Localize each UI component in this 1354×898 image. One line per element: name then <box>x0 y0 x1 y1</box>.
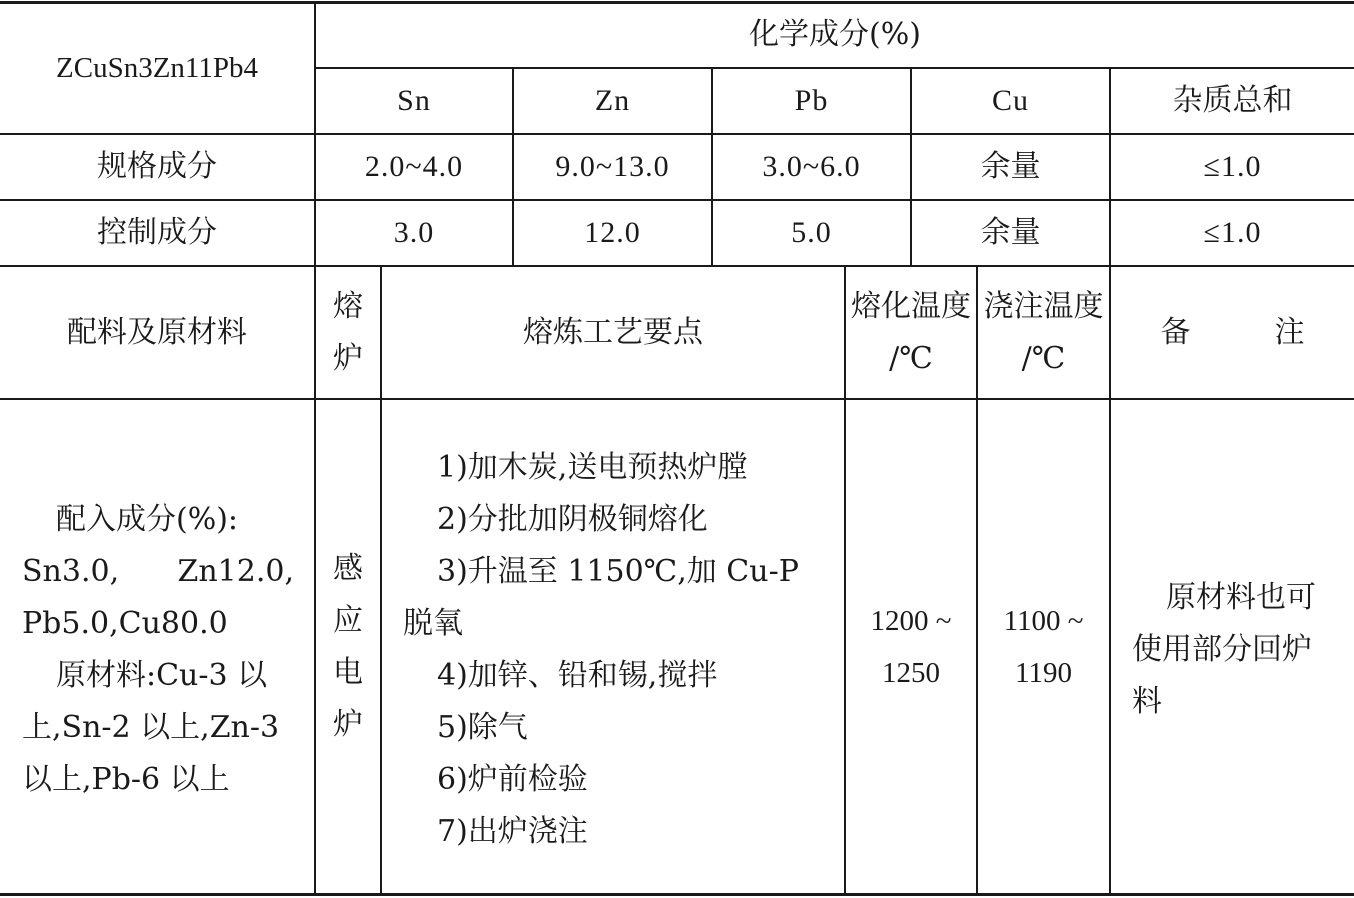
furnace-cell <box>316 400 380 893</box>
control-impurity-value: ≤1.0 <box>1203 216 1262 249</box>
materials-line: 配入成分(%): <box>56 502 239 537</box>
process-step: 5)除气 <box>437 710 528 745</box>
impurity-total-header: 杂质总和 <box>1172 83 1293 118</box>
control-zn-value: 12.0 <box>584 216 641 249</box>
materials-sn: Sn3.0, <box>22 554 120 589</box>
remark-cell <box>1132 572 1344 728</box>
melt-temp-header-title: 熔化温度 <box>851 288 971 324</box>
control-cu-value: 余量 <box>980 215 1041 250</box>
remark-header-char-2: 注 <box>1274 314 1305 350</box>
materials-line: Pb5.0,Cu80.0 <box>22 606 228 641</box>
remark-header <box>1111 267 1354 398</box>
element-pb-header: Pb <box>794 84 829 117</box>
furnace-char: 炉 <box>333 706 363 742</box>
control-pb-value: 5.0 <box>791 216 832 249</box>
materials-line: 以上,Pb-6 以上 <box>22 762 230 797</box>
spec-zn-value: 9.0~13.0 <box>555 150 670 183</box>
spec-sn-value: 2.0~4.0 <box>364 150 464 183</box>
rule-process-header <box>0 398 1354 400</box>
materials-cell <box>22 494 294 806</box>
materials-line <box>22 546 294 598</box>
process-header: 熔炼工艺要点 <box>523 314 703 350</box>
spec-impurity-value: ≤1.0 <box>1203 150 1262 183</box>
pour-temp-cell <box>978 400 1109 893</box>
chem-composition-header: 化学成分(%) <box>749 17 921 52</box>
control-row-label: 控制成分 <box>97 215 217 250</box>
pour-temp-high: 1190 <box>1015 656 1072 689</box>
remark-line: 使用部分回炉 <box>1132 632 1312 667</box>
remark-line: 原材料也可 <box>1166 580 1316 615</box>
pour-temp-low: 1100 ~ <box>1003 604 1084 637</box>
melt-temp-cell <box>846 400 976 893</box>
remark-line: 料 <box>1132 684 1162 719</box>
control-sn-value: 3.0 <box>393 216 435 249</box>
remark-header-char-1: 备 <box>1160 314 1191 350</box>
materials-header: 配料及原材料 <box>67 314 247 350</box>
furnace-char: 应 <box>333 602 363 638</box>
process-step: 6)炉前检验 <box>437 762 588 797</box>
melt-temp-header <box>846 267 976 398</box>
pour-temp-header-unit: /℃ <box>1021 340 1066 376</box>
melt-temp-low: 1200 ~ <box>870 604 952 637</box>
process-step: 2)分批加阴极铜熔化 <box>437 502 708 537</box>
pour-temp-header-title: 浇注温度 <box>983 288 1104 324</box>
melt-temp-header-unit: /℃ <box>889 340 933 376</box>
furnace-char: 电 <box>333 654 363 690</box>
element-zn-header: Zn <box>594 84 631 117</box>
process-step: 7)出炉浇注 <box>437 814 588 849</box>
process-step-continued: 脱氧 <box>403 606 463 641</box>
materials-line: 原材料:Cu-3 以 <box>56 658 268 693</box>
materials-zn: Zn12.0, <box>177 554 294 589</box>
spec-cu-value: 余量 <box>980 149 1041 184</box>
pour-temp-header <box>978 267 1109 398</box>
spec-pb-value: 3.0~6.0 <box>762 150 861 183</box>
process-step: 1)加木炭,送电预热炉膛 <box>437 450 748 485</box>
furnace-header-char-2: 炉 <box>333 340 363 376</box>
process-steps <box>403 442 833 858</box>
melt-temp-high: 1250 <box>882 656 940 689</box>
element-sn-header: Sn <box>397 84 431 117</box>
rule-bottom <box>0 893 1354 896</box>
process-step: 3)升温至 1150℃,加 Cu-P <box>437 554 799 589</box>
furnace-char: 感 <box>333 550 363 586</box>
furnace-header <box>316 267 380 398</box>
spec-row-label: 规格成分 <box>97 149 217 184</box>
materials-line: 上,Sn-2 以上,Zn-3 <box>22 710 280 745</box>
process-step: 4)加锌、铅和锡,搅拌 <box>437 658 718 693</box>
element-cu-header: Cu <box>991 84 1029 117</box>
alloy-grade: ZCuSn3Zn11Pb4 <box>56 51 258 84</box>
furnace-header-char-1: 熔 <box>333 288 363 324</box>
